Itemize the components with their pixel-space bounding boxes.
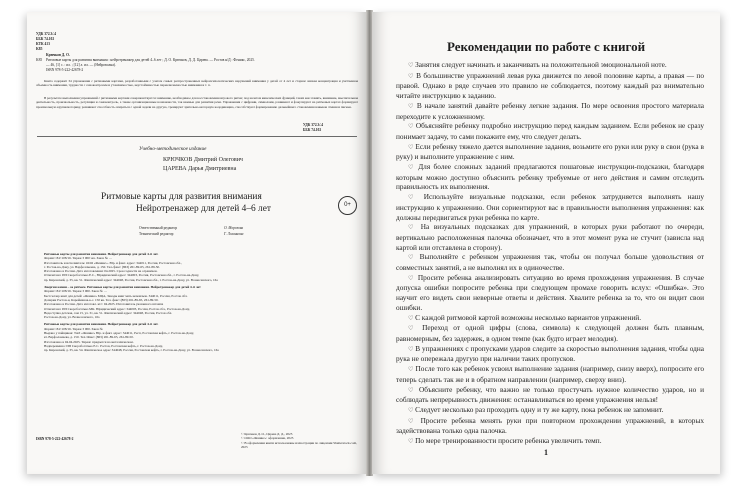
book-subtitle: Нейротренажер для детей 4–6 лет xyxy=(136,204,271,214)
heart-icon: ♡ xyxy=(408,406,416,414)
editor-label: Ответственный редактор xyxy=(139,226,178,230)
recommendation-item xyxy=(396,192,704,222)
recommendation-text: Для более сложных заданий предлагаются пошаговые инструкции-подсказки, благодаря которым можно доступно объяснить ребенку требуемые от него действия и самим отследить правильность их выполнения. xyxy=(396,162,704,192)
heart-icon: ♡ xyxy=(408,72,417,80)
abstract-paragraph-2: В результате выполнения упражнений с ритмовыми картами совершенствуется: внимание, необходимое для восстановления игрового ритма; под налетом кинезических функций, таких как: память, внимание, мыслительная деятельность, произвольность, регуляция и самоконтроль, а также организационные возможности, так важные для развития речи. Упражнения с цифрами, символами, развивают и фокусируют на ритмовых картах формируют произвольную крупномоторику, развивают способность опираться с одной задачи на другую, тренируют зрительно-моторную координацию, способствуют формированию дальнейшего становления навыков чтения и письма. xyxy=(36,96,358,109)
heart-icon: ♡ xyxy=(408,438,416,446)
imprint-line: пр. Кировский, д. 35, кв. 54. Фактическое адрес 344048, Россия, Ростовская кефть, г. Ростов-на-Дону, ул. Вознесенского, 16а xyxy=(44,348,219,353)
heart-icon: ♡ xyxy=(408,366,416,374)
imprint-line: Ритмовые карты для развития внимания. Нейротренажер для детей 4–6 лет. xyxy=(44,252,159,256)
imprint-line: Формат: 84×108/16. Тираж 3 000. Заказ № … xyxy=(44,289,107,294)
copyright-line: © Крючков Д. О., Царева Д. Д., 2025 xyxy=(241,432,293,436)
recommendation-text: На визуальных подсказках для упражнений, в которых руки работают по очереди, вертикально расположенная палочка обозначает, что в этот момент рука не стучит (зависла над картой или отставлена в сторону). xyxy=(396,222,704,252)
ktk-code: КТК 413 xyxy=(36,42,50,46)
imprint-line: Ритмовые карты для развития внимания. Нейротренажер для детей 4–6 лет. xyxy=(44,322,159,327)
recommendation-text: В упражнениях с пропусками ударов следите за скоростью выполнения задания, чтобы одна рука не опережала другую при наличии таких пропусков. xyxy=(396,343,704,364)
recommendation-item xyxy=(396,405,704,416)
udk-code: УДК 372.3/.4 xyxy=(36,32,57,36)
recommendation-text: После того как ребенок усвоил выполнение задания (например, снизу вверх), попросите его теперь сделать так же и в обратном направлении (например, сверху вниз). xyxy=(396,364,704,384)
imprint-line: Формат: 84×108/16. Тираж 3 000 экз. Заказ № … xyxy=(44,256,113,261)
recommendation-item xyxy=(396,313,704,324)
heart-icon: ♡ xyxy=(408,345,416,353)
recommendation-item xyxy=(396,162,704,192)
book-title: Ритмовые карты для развития внимания xyxy=(101,192,262,202)
recommendation-text: Объясните ребенку, что важно не только простучать нужное количество ударов, но и соблюдать непрерывность движения: останавливаться во время упражнения нельзя! xyxy=(396,384,704,405)
recommendation-text: Используйте визуальные подсказки, если ребенок затрудняется выполнять нашу инструкцию к упражнению. Они сориентируют вас в правильности выполнения упражнения: как должны передвигаться руки ребенка по карте. xyxy=(396,192,704,222)
imprint-block xyxy=(44,252,360,353)
imprint-line: Изготовлено в России. Дата изготовления: 04.2025. Срок годности не ограничен. xyxy=(44,269,158,274)
recommendation-item xyxy=(396,416,704,436)
recommendation-item xyxy=(396,385,704,405)
recommendation-text: По мере тренированности просите ребенка увеличить темп. xyxy=(415,436,602,446)
imprint-line: Изготовитель и исполнитель: ООО «Феникс». Юр. и факт. адрес: 344011, Россия, Ростовская обл., xyxy=(44,260,182,265)
recommendation-text: В большинстве упражнений левая рука движется по левой половине карты, а правая — по правой. Однако в ряде случаев это правило не соблюдается, поэтому каждый раз внимательно читайте инструкцию к заданию. xyxy=(396,70,704,101)
author-name-1: КРЮЧКОВ Дмитрий Олегович xyxy=(163,157,243,163)
copyright-line: © ООО «Феникс»: оформление, 2025 xyxy=(241,436,294,441)
heart-icon: ♡ xyxy=(408,102,417,110)
imprint-line: г. Ростов-на-Дону, ул. Варфоломеева, д. 150. Тел./факс: (863) 261-89-65, 261-89-50. xyxy=(44,264,160,269)
imprint-line: Надпеременно: ИП Скоробогатько Е.С. Ростов, Ростовская кефть, г. Ростов-на-Дону, xyxy=(44,343,163,348)
recommendation-item xyxy=(396,101,704,121)
heart-icon: ♡ xyxy=(408,194,424,202)
recommendation-text: Объясняйте ребенку подробно инструкцию перед каждым заданием. Если ребенок не сразу понимает задачу, то сами покажите ему, что следует делать. xyxy=(396,121,704,141)
genre-label: Учебно-методическое издание xyxy=(139,146,207,152)
page-title: Рекомендации по работе с книгой xyxy=(446,39,646,54)
copyright-line: © В оформлении книги использованы иллюстрации по лицензии Shutterstock.com, 2025 xyxy=(241,440,358,449)
udk-code-2: УДК 372.3/.4 xyxy=(303,123,324,127)
bibliographic-record: Ритмовые карты для развития внимания : нейротренажер для детей 4–6 лет ; Д. О. Крючков, Д. Д. Царева. — Ростов н/Д : Феникс, 2025. xyxy=(46,58,255,62)
recommendation-item xyxy=(396,364,704,384)
heart-icon: ♡ xyxy=(408,164,419,172)
bibliographic-record-2: — 46, [1] с. : ил. ; [12] л. ил. — (Нейроволна). xyxy=(46,63,116,67)
bbk-code-2: ББК 74.102 xyxy=(303,128,322,132)
tech-editor-name: Г. Логвинова xyxy=(224,232,244,236)
recommendation-item xyxy=(396,60,704,71)
imprint-line: пр. Кировский, д. 35, кв. 51. Фактический адрес: 344048, Россия, Ростовская обл., г. Ростов-на-Дону, ул. Вознесенского, 16а xyxy=(44,277,218,282)
imprint-line: Отпечатано: ИП Скоробогатько МК. Юридический адрес: 344003, Россия, Ростов обл., Ростов-на-Дону, xyxy=(44,306,190,311)
heart-icon: ♡ xyxy=(408,224,421,232)
imprint-line: Недоступна детская, сам 15, ул. 31, кв. 51. Фактический адрес: 344048, Россия, Ростов обл. xyxy=(44,310,173,315)
abstract-paragraph-1: Книга содержит 34 упражнения с ритмовыми картами, разработанными с учетом самых распространенных нейропсихологических нарушений внимания у детей от 4 лет и старше: низкая концентрация и умственная объемность внимания, трудности с самоконтролем и утомляемостью, неустойчивостью переключаемостью внимания и т. п. xyxy=(36,79,358,88)
imprint-line: Изготовлено в 04.04.2025. Тираж: придается на жеталлическом. xyxy=(44,339,134,344)
recommendation-item xyxy=(396,71,704,101)
heart-icon: ♡ xyxy=(408,417,421,425)
copyright-block xyxy=(241,432,359,449)
imprint-line: Отпечатано: ИП Скоробогатько Е.С., Юридический адрес: 344003, Россия, Ростовская обл., г. Ростов-на-Дону, xyxy=(44,273,200,278)
left-page xyxy=(27,12,367,474)
author-line: Крючков Д. О. xyxy=(46,53,70,57)
recommendation-text: Занятия следует начинать и заканчивать на положительной эмоциональной ноте. xyxy=(415,60,667,69)
heart-icon: ♡ xyxy=(408,143,416,151)
heart-icon: ♡ xyxy=(408,254,420,262)
k85-label: K85 xyxy=(36,58,43,62)
recommendation-text: Переход от одной цифры (слова, символа) к следующей должен быть плавным, равномерным, без задержек, в одном темпе (как будто играет мелодия). xyxy=(396,323,704,343)
heart-icon: ♡ xyxy=(408,274,418,282)
isbn-bottom: ISBN 978-5-222-42678-2 xyxy=(36,437,74,441)
imprint-line: Дочнрки Ростов-н, Карейманов-к-с. 150 кв. Тел. факс: (863) 261-89-65, 261-89-50. xyxy=(44,297,159,302)
recommendation-item xyxy=(396,142,704,162)
bbk-code: ББК 74.102 xyxy=(36,37,55,41)
imprint-line: Ростов-на-Дону, ул. Вознесенского, 16а xyxy=(44,315,100,320)
recommendation-text: Если ребенку тяжело дается выполнение задания, возьмите его руки или руку в свои (рука в руку) и выполните упражнение с ним. xyxy=(396,141,704,162)
imprint-line: Изготовлено в России. Дата изготовл. ктс: 04.2025. Изготовитель указанного штампа xyxy=(44,302,164,307)
heart-icon: ♡ xyxy=(408,314,416,322)
page-number: 1 xyxy=(544,448,548,457)
recommendations-list xyxy=(396,60,704,447)
editor-name: О. Морозова xyxy=(224,226,244,230)
recommendation-item xyxy=(396,273,704,313)
imprint-line: Бестселлер книг для детей: «Феникс» МЦА, Заводы книг мать нечемльча. 344011, Россия, Ростов обл. xyxy=(44,293,188,298)
age-rating-badge: 0+ xyxy=(338,196,357,215)
recommendation-text: В начале занятий давайте ребенку легкие задания. По мере освоения простого материала переходите к усложненному. xyxy=(396,100,704,121)
author-name-2: ЦАРЕВА Дарья Дмитриевна xyxy=(163,166,237,172)
recommendation-item xyxy=(396,344,704,364)
heart-icon: ♡ xyxy=(408,325,423,333)
recommendation-item xyxy=(396,436,704,447)
imprint-line: кт. Варфоломеева, д. 150. Тел./Факс: (863) 261-89-65, 261-89-50. xyxy=(44,335,134,340)
imprint-line: Энергия жизни – за ритмом. Ритмовые карты для развития внимания. Нейротренажер для детей 4–6 лет xyxy=(44,285,201,290)
divider xyxy=(37,136,357,137)
recommendation-item xyxy=(396,222,704,252)
isbn-line: ISBN 978-5-222-42678-2 xyxy=(46,68,84,72)
heart-icon: ♡ xyxy=(408,386,420,394)
right-page xyxy=(372,12,720,474)
recommendation-text: Выполняйте с ребенком упражнения так, чтобы он получал больше удовольствия от совместных занятий, а не выполнял их в одиночестве. xyxy=(396,252,704,273)
recommendation-text: С каждой ритмовой картой возможны несколько вариантов упражнений. xyxy=(415,312,642,322)
imprint-line: Выдано у пайщиков: ТАЛ «Феникс» Юр. и факт. адрес: 344011, Респ, Ростовская кефть, г. Ростов-на-Дону, xyxy=(44,331,194,336)
heart-icon: ♡ xyxy=(408,62,416,69)
recommendation-item xyxy=(396,121,704,141)
tech-editor-label: Технический редактор xyxy=(139,232,174,236)
recommendation-item xyxy=(396,252,704,272)
recommendation-text: Следует несколько раз проходить одну и ту же карту, пока ребенок не запомнит. xyxy=(415,404,664,414)
imprint-line: Формат: 84×108/16. Тираж 3 000. Заказ № xyxy=(44,326,103,331)
author-code: K85 xyxy=(36,47,43,51)
recommendation-text: Просите ребенка менять руки при повторном прохождении упражнений, в которых задействована только одна палочка. xyxy=(396,415,704,436)
recommendation-item xyxy=(396,323,704,343)
heart-icon: ♡ xyxy=(408,123,416,131)
recommendation-text: Просите ребенка анализировать ситуацию во время прохождения упражнения. В случае допуска ошибки попросите ребенка при следующем промахе говорить вслух: «Ошибка». Это научит его видеть свои неверные ответы и действия. Хвалите ребенка за то, что он видит свои ошибки. xyxy=(396,272,704,312)
